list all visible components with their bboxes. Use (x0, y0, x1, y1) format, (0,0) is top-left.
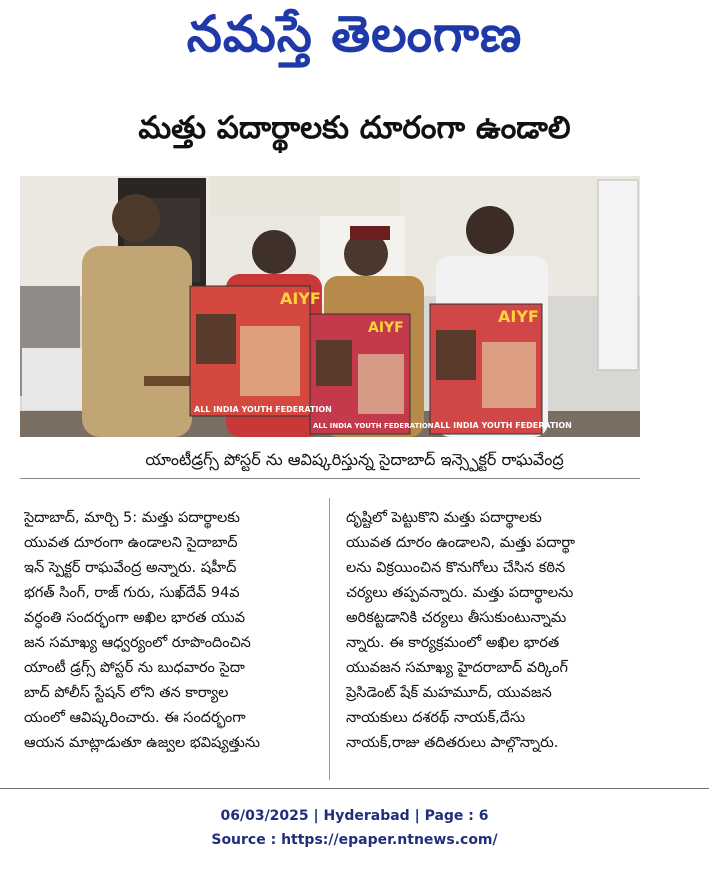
caption-divider (20, 478, 640, 479)
article-line: ఇన్ స్పెక్టర్ రాఘవేంద్ర అన్నారు. షహీద్ (24, 560, 237, 576)
article-line: చర్యలు తప్పవన్నారు. మత్తు పదార్థాలను (346, 585, 574, 601)
poster-footer-2: ALL INDIA YOUTH FEDERATION (313, 422, 434, 430)
article-line: యంలో ఆవిష్కరించారు. ఈ సందర్భంగా (24, 710, 246, 726)
newspaper-masthead: నమస్తే తెలంగాణ (186, 5, 523, 63)
column-divider (329, 498, 330, 780)
article-column-right (346, 506, 641, 756)
article-line: దృష్టిలో పెట్టుకొని మత్తు పదార్థాలకు (346, 510, 542, 526)
footer-divider (0, 788, 709, 789)
poster-title-1: AIYF (280, 289, 321, 308)
news-photo (20, 176, 640, 437)
article-line: యాంటీ డ్రగ్స్ పోస్టర్ ను బుధవారం సైదా (24, 660, 245, 676)
article-line: ప్రెసిడెంట్ షేక్ మహమూద్, యువజన (346, 685, 552, 701)
article-headline: మత్తు పదార్థాలకు దూరంగా ఉండాలి (138, 110, 571, 146)
poster-title-3: AIYF (498, 307, 539, 326)
article-column-left (24, 506, 319, 756)
article-line: అరికట్టడానికి చర్యలు తీసుకుంటున్నామ (346, 610, 567, 626)
article-line: నాయక్,రాజు తదితరులు పాల్గొన్నారు. (346, 735, 559, 751)
article-line: ఆయన మాట్లాడుతూ ఉజ్వల భవిష్యత్తును (24, 735, 261, 751)
article-line: నాయకులు దశరథ్ నాయక్,దేసు (346, 710, 526, 726)
photo-caption: యాంటీడ్రగ్స్ పోస్టర్ ను ఆవిష్కరిస్తున్న సైదాబాద్ ఇన్స్పెక్టర్ రాఘవేంద్ర (145, 450, 564, 469)
article-line: వర్ధంతి సందర్భంగా అఖిల భారత యువ (24, 610, 246, 626)
article-line: యువత దూరంగా ఉండాలని సైదాబాద్ (24, 535, 238, 551)
article-line: సైదాబాద్, మార్చి 5: మత్తు పదార్థాలకు (24, 510, 240, 526)
poster-footer-3: ALL INDIA YOUTH FEDERATION (434, 421, 572, 430)
poster-footer-1: ALL INDIA YOUTH FEDERATION (194, 405, 332, 414)
article-line: లను విక్రయించిన కొనుగోలు చేసిన కఠిన (346, 560, 566, 576)
poster-title-2: AIYF (368, 320, 404, 336)
article-line: యువత దూరం ఉండాలని, మత్తు పదార్థా (346, 535, 575, 551)
article-line: జన సమాఖ్య ఆధ్వర్యంలో రూపొందించిన (24, 635, 251, 651)
article-line: న్నారు. ఈ కార్యక్రమంలో అఖిల భారత (346, 635, 560, 651)
article-line: యువజన సమాఖ్య హైదరాబాద్ వర్కింగ్ (346, 660, 568, 676)
footer-source-link[interactable]: Source : https://epaper.ntnews.com/ (211, 832, 498, 848)
article-line: భగత్ సింగ్, రాజ్ గురు, సుఖ్‌దేవ్ 94వ (24, 585, 240, 601)
article-line: బాద్ పోలీస్ స్టేషన్ లోని తన కార్యాల (24, 685, 229, 701)
footer-edition-info: 06/03/2025 | Hyderabad | Page : 6 (220, 808, 489, 824)
